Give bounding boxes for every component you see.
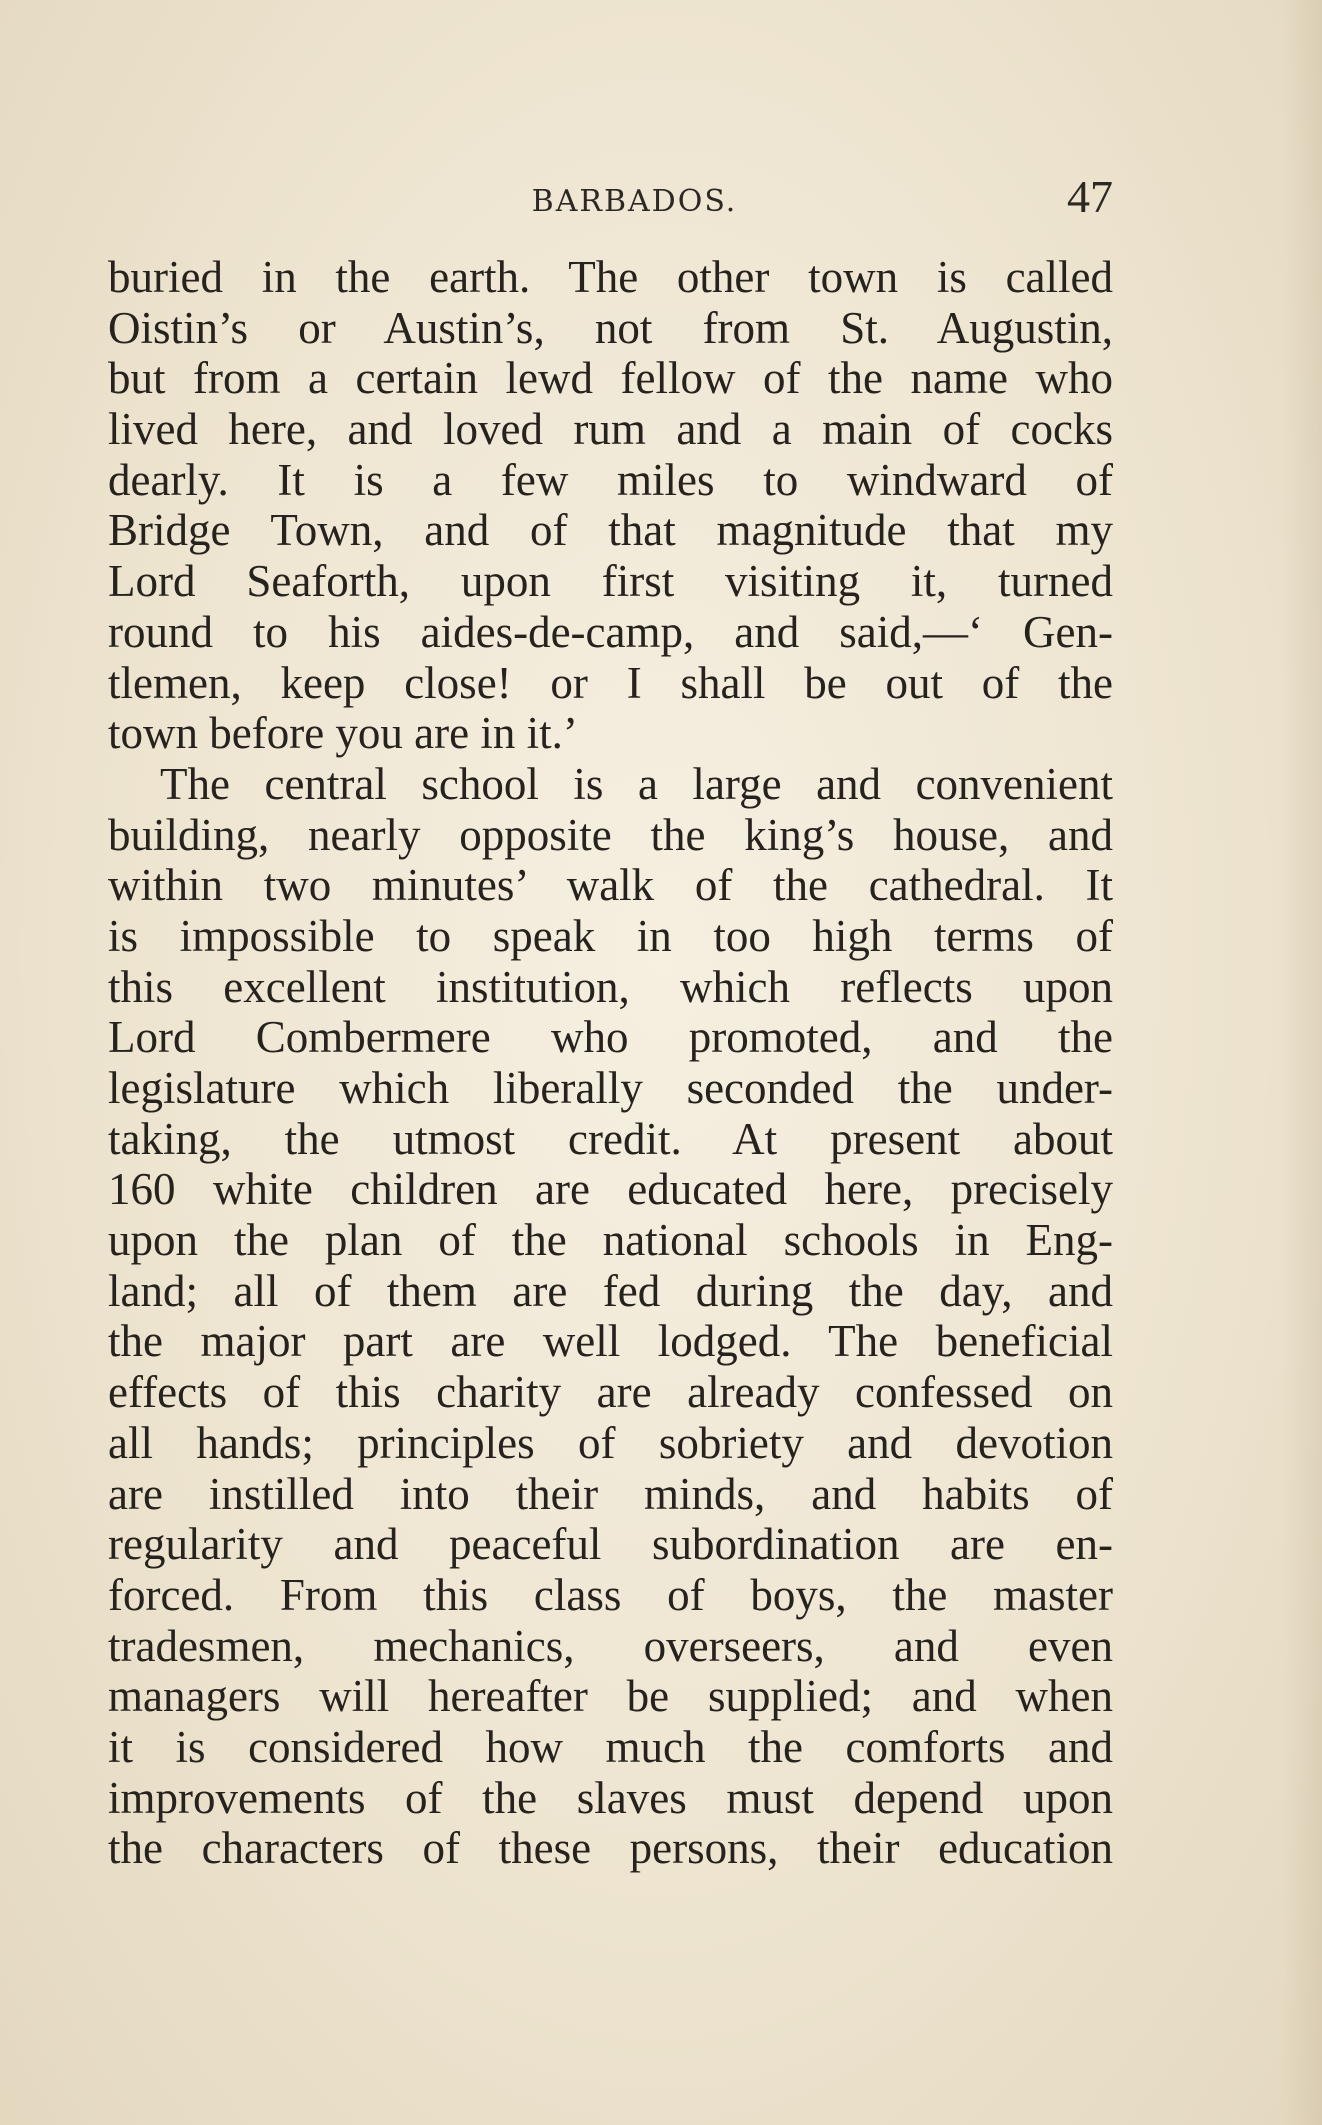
- text-line: this excellent institution, which reflects upon: [108, 961, 1113, 1012]
- paragraph-end-line: town before you are in it.’: [108, 708, 578, 759]
- text-line: legislature which liberally seconded the under-: [108, 1063, 1113, 1113]
- text-line: tlemen, keep close! or I shall be out of the: [108, 657, 1113, 708]
- text-line: Lord Combermere who promoted, and the: [108, 1012, 1113, 1063]
- running-head: [108, 166, 1113, 236]
- text-line: building, nearly opposite the king’s house, and: [108, 809, 1113, 860]
- text-line: effects of this charity are already confessed on: [108, 1367, 1113, 1418]
- text-line: the characters of these persons, their education: [108, 1823, 1113, 1874]
- text-line: Lord Seaforth, upon first visiting it, turned: [108, 556, 1113, 607]
- text-line: buried in the earth. The other town is called: [108, 252, 1113, 302]
- body-text: [108, 252, 1113, 1874]
- text-line: upon the plan of the national schools in Eng-: [108, 1215, 1113, 1266]
- text-line: are instilled into their minds, and habits of: [108, 1468, 1113, 1519]
- text-line: regularity and peaceful subordination are en-: [108, 1519, 1113, 1570]
- text-line: round to his aides-de-camp, and said,—‘ Gen-: [108, 606, 1113, 657]
- text-line: Oistin’s or Austin’s, not from St. Augustin,: [108, 302, 1113, 353]
- text-line: taking, the utmost credit. At present about: [108, 1113, 1113, 1164]
- text-line: is impossible to speak in too high terms of: [108, 910, 1113, 961]
- text-line: all hands; principles of sobriety and devotion: [108, 1417, 1113, 1468]
- text-line: managers will hereafter be supplied; and when: [108, 1671, 1113, 1722]
- text-line: 160 white children are educated here, precisely: [108, 1164, 1113, 1215]
- running-title: BARBADOS.: [531, 184, 738, 219]
- text-line: but from a certain lewd fellow of the name who: [108, 353, 1113, 404]
- page-number: 47: [1067, 171, 1113, 222]
- text-line: within two minutes’ walk of the cathedral. It: [108, 860, 1113, 911]
- text-line: forced. From this class of boys, the master: [108, 1569, 1113, 1620]
- text-line: land; all of them are fed during the day, and: [108, 1265, 1113, 1316]
- text-line: lived here, and loved rum and a main of cocks: [108, 404, 1113, 455]
- text-line: improvements of the slaves must depend upon: [108, 1772, 1113, 1823]
- text-line: tradesmen, mechanics, overseers, and even: [108, 1620, 1113, 1671]
- text-line: the major part are well lodged. The beneficial: [108, 1316, 1113, 1367]
- text-line: Bridge Town, and of that magnitude that my: [108, 505, 1113, 556]
- paragraph-start-line: The central school is a large and convenient: [160, 758, 1113, 809]
- text-line: dearly. It is a few miles to windward of: [108, 454, 1113, 505]
- text-line: it is considered how much the comforts and: [108, 1721, 1113, 1772]
